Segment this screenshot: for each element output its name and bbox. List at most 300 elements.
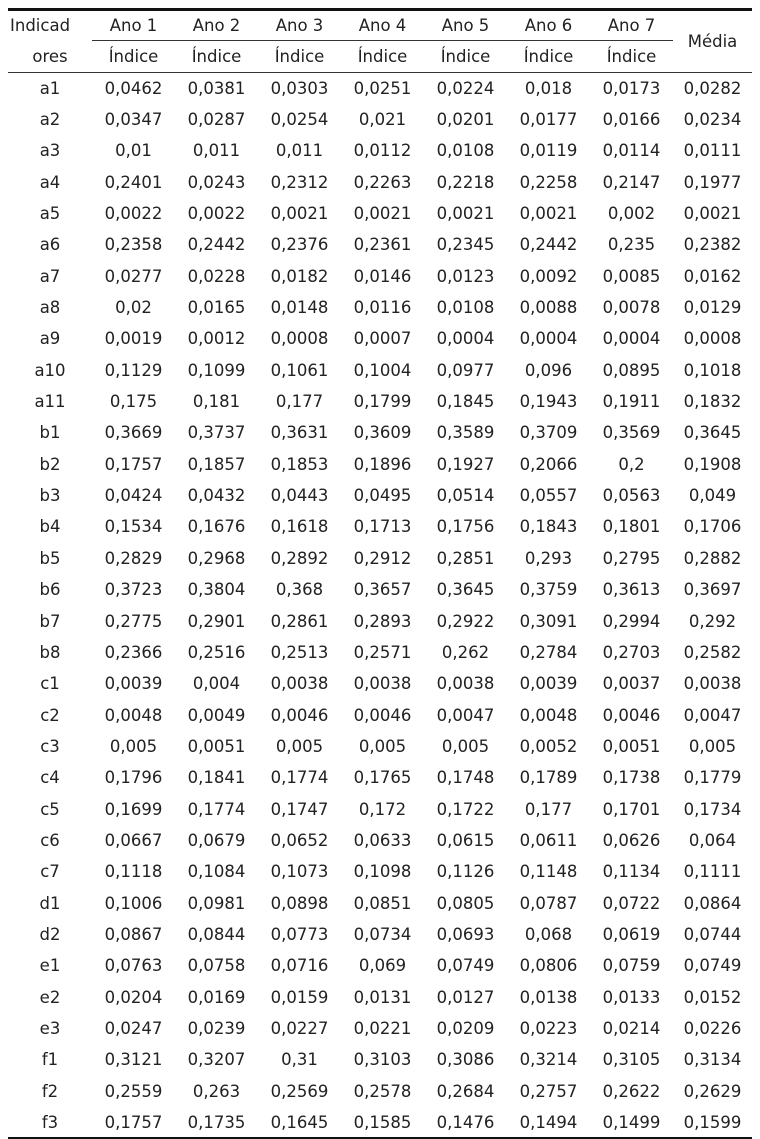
index-value-cell: 0,021 <box>358 110 407 130</box>
index-value-cell: 0,2376 <box>270 235 329 255</box>
indicator-cell: e3 <box>39 1018 61 1038</box>
index-value-cell: 0,0039 <box>104 674 163 694</box>
index-value-cell: 0,0108 <box>436 141 495 161</box>
media-cell: 0,1908 <box>683 454 742 474</box>
indicator-cell: e2 <box>39 987 61 1007</box>
index-value-cell: 0,177 <box>275 392 324 412</box>
media-cell: 0,064 <box>688 830 737 850</box>
media-cell: 0,1832 <box>683 392 742 412</box>
index-subheader: Índice <box>357 47 408 66</box>
index-value-cell: 0,0085 <box>602 266 661 286</box>
index-value-cell: 0,0046 <box>270 705 329 725</box>
table-row <box>8 480 752 511</box>
index-value-cell: 0,005 <box>109 736 158 756</box>
index-value-cell: 0,2516 <box>187 642 246 662</box>
index-value-cell: 0,1722 <box>436 799 495 819</box>
index-value-cell: 0,0004 <box>602 329 661 349</box>
index-subheader: Índice <box>606 47 657 66</box>
index-value-cell: 0,0679 <box>187 830 246 850</box>
index-value-cell: 0,0247 <box>104 1018 163 1038</box>
index-value-cell: 0,2258 <box>519 172 578 192</box>
index-value-cell: 0,2218 <box>436 172 495 192</box>
index-value-cell: 0,0021 <box>353 204 412 224</box>
table-row <box>8 574 752 605</box>
index-value-cell: 0,0004 <box>519 329 578 349</box>
index-value-cell: 0,2066 <box>519 454 578 474</box>
table-row <box>8 887 752 918</box>
index-value-cell: 0,011 <box>192 141 241 161</box>
index-value-cell: 0,0133 <box>602 987 661 1007</box>
index-value-cell: 0,0251 <box>341 73 424 104</box>
indicator-cell: a5 <box>39 204 61 224</box>
index-value-cell: 0,2513 <box>270 642 329 662</box>
media-cell: 0,0864 <box>683 893 742 913</box>
index-value-cell: 0,0169 <box>187 987 246 1007</box>
index-subheader: Índice <box>440 47 491 66</box>
media-cell: 0,1779 <box>683 768 742 788</box>
index-value-cell: 0,0514 <box>436 486 495 506</box>
media-cell: 0,049 <box>688 486 737 506</box>
index-value-cell: 0,2366 <box>104 642 163 662</box>
index-value-cell: 0,0844 <box>187 924 246 944</box>
index-value-cell: 0,2757 <box>519 1081 578 1101</box>
index-value-cell: 0,0048 <box>104 705 163 725</box>
index-value-cell: 0,0214 <box>602 1018 661 1038</box>
index-value-cell: 0,0046 <box>602 705 661 725</box>
index-value-cell: 0,0078 <box>602 298 661 318</box>
table-row <box>8 919 752 950</box>
index-value-cell: 0,0123 <box>436 266 495 286</box>
index-value-cell: 0,2442 <box>519 235 578 255</box>
index-value-cell: 0,0051 <box>602 736 661 756</box>
index-value-cell: 0,3631 <box>270 423 329 443</box>
index-value-cell: 0,0763 <box>104 956 163 976</box>
index-value-cell: 0,262 <box>441 642 490 662</box>
year-header: Ano 6 <box>507 10 590 41</box>
media-cell: 0,0021 <box>683 204 742 224</box>
index-value-cell: 0,0021 <box>519 204 578 224</box>
index-value-cell: 0,0432 <box>187 486 246 506</box>
index-value-cell: 0,1799 <box>353 392 412 412</box>
index-value-cell: 0,1927 <box>436 454 495 474</box>
index-value-cell: 0,2892 <box>270 548 329 568</box>
media-cell: 0,2629 <box>683 1081 742 1101</box>
index-value-cell: 0,0112 <box>353 141 412 161</box>
index-value-cell: 0,3207 <box>187 1050 246 1070</box>
index-value-cell: 0,0254 <box>270 110 329 130</box>
index-value-cell: 0,1134 <box>602 862 661 882</box>
index-value-cell: 0,0119 <box>519 141 578 161</box>
indicator-cell: c2 <box>40 705 60 725</box>
index-value-cell: 0,1896 <box>353 454 412 474</box>
index-value-cell: 0,2147 <box>602 172 661 192</box>
index-value-cell: 0,2569 <box>270 1081 329 1101</box>
table-row <box>8 793 752 824</box>
index-value-cell: 0,0051 <box>187 736 246 756</box>
index-value-cell: 0,0223 <box>519 1018 578 1038</box>
indicator-cell: c6 <box>40 830 60 850</box>
indicator-cell: f1 <box>41 1050 59 1070</box>
index-value-cell: 0,3709 <box>519 423 578 443</box>
index-value-cell: 0,2622 <box>602 1081 661 1101</box>
indicator-cell: a8 <box>39 298 61 318</box>
year-header: Ano 4 <box>341 10 424 41</box>
table-row <box>8 261 752 292</box>
index-value-cell: 0,1774 <box>187 799 246 819</box>
table-row <box>8 1076 752 1107</box>
index-value-cell: 0,1911 <box>602 392 661 412</box>
media-cell: 0,3134 <box>683 1050 742 1070</box>
index-value-cell: 0,1499 <box>590 1107 673 1138</box>
table-row <box>8 1044 752 1075</box>
index-value-cell: 0,0239 <box>187 1018 246 1038</box>
index-value-cell: 0,2684 <box>436 1081 495 1101</box>
index-value-cell: 0,0022 <box>104 204 163 224</box>
index-value-cell: 0,1748 <box>436 768 495 788</box>
indicator-cell: d1 <box>39 893 61 913</box>
index-value-cell: 0,1004 <box>353 360 412 380</box>
index-value-cell: 0,0287 <box>187 110 246 130</box>
index-value-cell: 0,0633 <box>353 830 412 850</box>
indicator-cell: c1 <box>40 674 60 694</box>
index-value-cell: 0,0052 <box>519 736 578 756</box>
indicator-cell: e1 <box>39 956 61 976</box>
index-value-cell: 0,0224 <box>424 73 507 104</box>
media-cell: 0,1111 <box>683 862 742 882</box>
index-value-cell: 0,181 <box>192 392 241 412</box>
table-row <box>8 825 752 856</box>
index-value-cell: 0,0007 <box>353 329 412 349</box>
table-row <box>8 950 752 981</box>
year-header: Ano 3 <box>258 10 341 41</box>
media-cell: 0,0038 <box>683 674 742 694</box>
index-value-cell: 0,3759 <box>519 580 578 600</box>
table-row <box>8 292 752 323</box>
media-cell: 0,1706 <box>683 517 742 537</box>
table-row <box>8 104 752 135</box>
index-value-cell: 0,1098 <box>353 862 412 882</box>
indicator-cell: a10 <box>34 360 66 380</box>
index-value-cell: 0,0759 <box>602 956 661 976</box>
index-value-cell: 0,0462 <box>92 73 175 104</box>
media-cell: 0,1018 <box>683 360 742 380</box>
index-value-cell: 0,0228 <box>187 266 246 286</box>
index-value-cell: 0,0716 <box>270 956 329 976</box>
index-value-cell: 0,0019 <box>104 329 163 349</box>
index-value-cell: 0,0046 <box>353 705 412 725</box>
index-value-cell: 0,0611 <box>519 830 578 850</box>
table-row <box>8 731 752 762</box>
media-cell: 0,2882 <box>683 548 742 568</box>
index-value-cell: 0,2 <box>618 454 645 474</box>
index-value-cell: 0,1534 <box>104 517 163 537</box>
media-header: Média <box>673 10 752 73</box>
table-row <box>8 355 752 386</box>
index-value-cell: 0,0619 <box>602 924 661 944</box>
index-value-cell: 0,235 <box>607 235 656 255</box>
indicator-cell: f2 <box>41 1081 59 1101</box>
index-value-cell: 0,2968 <box>187 548 246 568</box>
index-value-cell: 0,0048 <box>519 705 578 725</box>
media-cell: 0,2582 <box>683 642 742 662</box>
indicator-cell: a1 <box>8 73 92 104</box>
index-value-cell: 0,2861 <box>270 611 329 631</box>
index-value-cell: 0,0021 <box>436 204 495 224</box>
index-value-cell: 0,068 <box>524 924 573 944</box>
index-value-cell: 0,3645 <box>436 580 495 600</box>
index-value-cell: 0,02 <box>115 298 152 318</box>
index-value-cell: 0,2401 <box>104 172 163 192</box>
indicator-cell: a7 <box>39 266 61 286</box>
index-value-cell: 0,1845 <box>436 392 495 412</box>
indicator-cell: b2 <box>39 454 61 474</box>
media-cell: 0,1599 <box>673 1107 752 1138</box>
index-value-cell: 0,0037 <box>602 674 661 694</box>
indicator-cell: c3 <box>40 736 60 756</box>
media-cell: 0,2382 <box>683 235 742 255</box>
media-cell: 0,0162 <box>683 266 742 286</box>
indicator-table <box>8 8 752 1139</box>
media-cell: 0,0749 <box>683 956 742 976</box>
indicator-cell: a6 <box>39 235 61 255</box>
index-value-cell: 0,2912 <box>353 548 412 568</box>
index-value-cell: 0,0131 <box>353 987 412 1007</box>
index-value-cell: 0,0977 <box>436 360 495 380</box>
index-value-cell: 0,0277 <box>104 266 163 286</box>
indicator-cell: a2 <box>39 110 61 130</box>
index-subheader: Índice <box>191 47 242 66</box>
index-value-cell: 0,0243 <box>187 172 246 192</box>
index-value-cell: 0,0734 <box>353 924 412 944</box>
index-value-cell: 0,1645 <box>258 1107 341 1138</box>
index-value-cell: 0,0127 <box>436 987 495 1007</box>
index-value-cell: 0,3723 <box>104 580 163 600</box>
index-value-cell: 0,1118 <box>104 862 163 882</box>
index-value-cell: 0,368 <box>275 580 324 600</box>
index-value-cell: 0,1699 <box>104 799 163 819</box>
indicator-cell: a11 <box>34 392 66 412</box>
index-value-cell: 0,0177 <box>519 110 578 130</box>
index-value-cell: 0,1796 <box>104 768 163 788</box>
table-row <box>8 699 752 730</box>
index-value-cell: 0,1774 <box>270 768 329 788</box>
index-value-cell: 0,1061 <box>270 360 329 380</box>
index-value-cell: 0,3737 <box>187 423 246 443</box>
index-value-cell: 0,3609 <box>353 423 412 443</box>
indicator-cell: d2 <box>39 924 61 944</box>
year-header: Ano 2 <box>175 10 258 41</box>
index-value-cell: 0,1735 <box>175 1107 258 1138</box>
index-value-cell: 0,2345 <box>436 235 495 255</box>
index-value-cell: 0,3613 <box>602 580 661 600</box>
index-value-cell: 0,2571 <box>353 642 412 662</box>
indicator-cell: b5 <box>39 548 61 568</box>
index-value-cell: 0,1129 <box>104 360 163 380</box>
media-cell: 0,0234 <box>683 110 742 130</box>
index-value-cell: 0,0038 <box>270 674 329 694</box>
header-row-years <box>8 10 752 41</box>
index-value-cell: 0,2578 <box>353 1081 412 1101</box>
table-body <box>8 73 752 1139</box>
table-row <box>8 323 752 354</box>
index-value-cell: 0,2703 <box>602 642 661 662</box>
index-value-cell: 0,1857 <box>187 454 246 474</box>
index-value-cell: 0,0615 <box>436 830 495 850</box>
index-value-cell: 0,0895 <box>602 360 661 380</box>
index-value-cell: 0,3105 <box>602 1050 661 1070</box>
index-value-cell: 0,0166 <box>602 110 661 130</box>
index-value-cell: 0,1747 <box>270 799 329 819</box>
index-value-cell: 0,293 <box>524 548 573 568</box>
index-value-cell: 0,0012 <box>187 329 246 349</box>
media-cell: 0,0047 <box>683 705 742 725</box>
index-value-cell: 0,0047 <box>436 705 495 725</box>
index-value-cell: 0,1676 <box>187 517 246 537</box>
index-value-cell: 0,0851 <box>353 893 412 913</box>
index-value-cell: 0,3589 <box>436 423 495 443</box>
table-row <box>8 762 752 793</box>
media-cell: 0,292 <box>688 611 737 631</box>
media-cell: 0,3645 <box>683 423 742 443</box>
index-value-cell: 0,1494 <box>507 1107 590 1138</box>
index-value-cell: 0,004 <box>192 674 241 694</box>
index-value-cell: 0,2784 <box>519 642 578 662</box>
index-value-cell: 0,096 <box>524 360 573 380</box>
index-value-cell: 0,0806 <box>519 956 578 976</box>
index-value-cell: 0,2994 <box>602 611 661 631</box>
index-value-cell: 0,0201 <box>436 110 495 130</box>
table-row <box>8 417 752 448</box>
index-value-cell: 0,0347 <box>104 110 163 130</box>
year-header: Ano 5 <box>424 10 507 41</box>
index-value-cell: 0,0148 <box>270 298 329 318</box>
index-value-cell: 0,0805 <box>436 893 495 913</box>
table-row <box>8 449 752 480</box>
index-value-cell: 0,0114 <box>602 141 661 161</box>
index-value-cell: 0,2312 <box>270 172 329 192</box>
index-value-cell: 0,0138 <box>519 987 578 1007</box>
index-value-cell: 0,0667 <box>104 830 163 850</box>
index-value-cell: 0,2795 <box>602 548 661 568</box>
index-value-cell: 0,0981 <box>187 893 246 913</box>
index-value-cell: 0,172 <box>358 799 407 819</box>
index-value-cell: 0,3103 <box>353 1050 412 1070</box>
index-value-cell: 0,0722 <box>602 893 661 913</box>
index-value-cell: 0,0165 <box>187 298 246 318</box>
media-cell: 0,0129 <box>683 298 742 318</box>
table-row <box>8 543 752 574</box>
index-value-cell: 0,0693 <box>436 924 495 944</box>
indicator-cell: b6 <box>39 580 61 600</box>
table-row <box>8 1107 752 1138</box>
index-value-cell: 0,0116 <box>353 298 412 318</box>
media-cell: 0,005 <box>688 736 737 756</box>
indicator-header-line1: Indicad <box>8 10 92 41</box>
index-value-cell: 0,2358 <box>104 235 163 255</box>
index-value-cell: 0,0038 <box>353 674 412 694</box>
indicator-cell: a9 <box>39 329 61 349</box>
indicator-cell: a4 <box>39 172 61 192</box>
index-value-cell: 0,0227 <box>270 1018 329 1038</box>
index-value-cell: 0,3669 <box>104 423 163 443</box>
indicator-cell: b8 <box>39 642 61 662</box>
media-cell: 0,0152 <box>683 987 742 1007</box>
table-row <box>8 198 752 229</box>
index-value-cell: 0,0787 <box>519 893 578 913</box>
index-value-cell: 0,1713 <box>353 517 412 537</box>
index-value-cell: 0,0303 <box>258 73 341 104</box>
media-cell: 0,0008 <box>683 329 742 349</box>
table-row <box>8 981 752 1012</box>
index-value-cell: 0,0038 <box>436 674 495 694</box>
indicator-header-line2: ores <box>32 46 68 66</box>
index-value-cell: 0,1084 <box>187 862 246 882</box>
index-value-cell: 0,0563 <box>602 486 661 506</box>
index-value-cell: 0,0182 <box>270 266 329 286</box>
indicator-table-container <box>8 8 752 1139</box>
table-row <box>8 637 752 668</box>
index-value-cell: 0,005 <box>441 736 490 756</box>
index-value-cell: 0,3121 <box>104 1050 163 1070</box>
index-value-cell: 0,3804 <box>187 580 246 600</box>
index-value-cell: 0,0749 <box>436 956 495 976</box>
indicator-cell: c5 <box>40 799 60 819</box>
index-value-cell: 0,1073 <box>270 862 329 882</box>
index-value-cell: 0,175 <box>109 392 158 412</box>
index-subheader: Índice <box>108 47 159 66</box>
media-cell: 0,0282 <box>673 73 752 104</box>
index-value-cell: 0,0173 <box>590 73 673 104</box>
media-cell: 0,1977 <box>683 172 742 192</box>
index-value-cell: 0,1148 <box>519 862 578 882</box>
table-row <box>8 135 752 166</box>
index-value-cell: 0,0022 <box>187 204 246 224</box>
index-value-cell: 0,1789 <box>519 768 578 788</box>
index-value-cell: 0,0652 <box>270 830 329 850</box>
index-value-cell: 0,0898 <box>270 893 329 913</box>
index-value-cell: 0,1757 <box>92 1107 175 1138</box>
index-value-cell: 0,0008 <box>270 329 329 349</box>
index-value-cell: 0,1853 <box>270 454 329 474</box>
index-value-cell: 0,1006 <box>104 893 163 913</box>
index-value-cell: 0,0159 <box>270 987 329 1007</box>
index-value-cell: 0,2851 <box>436 548 495 568</box>
table-row <box>8 167 752 198</box>
table-row <box>8 856 752 887</box>
index-value-cell: 0,2559 <box>104 1081 163 1101</box>
index-value-cell: 0,1757 <box>104 454 163 474</box>
index-value-cell: 0,31 <box>281 1050 318 1070</box>
index-value-cell: 0,0209 <box>436 1018 495 1038</box>
index-subheader: Índice <box>274 47 325 66</box>
index-value-cell: 0,1801 <box>602 517 661 537</box>
index-subheader: Índice <box>523 47 574 66</box>
index-value-cell: 0,0021 <box>270 204 329 224</box>
index-value-cell: 0,1756 <box>436 517 495 537</box>
indicator-cell: f3 <box>8 1107 92 1138</box>
index-value-cell: 0,0867 <box>104 924 163 944</box>
index-value-cell: 0,069 <box>358 956 407 976</box>
year-header: Ano 1 <box>92 10 175 41</box>
index-value-cell: 0,1476 <box>424 1107 507 1138</box>
indicator-cell: c4 <box>40 768 60 788</box>
table-row <box>8 605 752 636</box>
index-value-cell: 0,0626 <box>602 830 661 850</box>
media-cell: 0,3697 <box>683 580 742 600</box>
index-value-cell: 0,0049 <box>187 705 246 725</box>
index-value-cell: 0,3086 <box>436 1050 495 1070</box>
indicator-cell: b7 <box>39 611 61 631</box>
